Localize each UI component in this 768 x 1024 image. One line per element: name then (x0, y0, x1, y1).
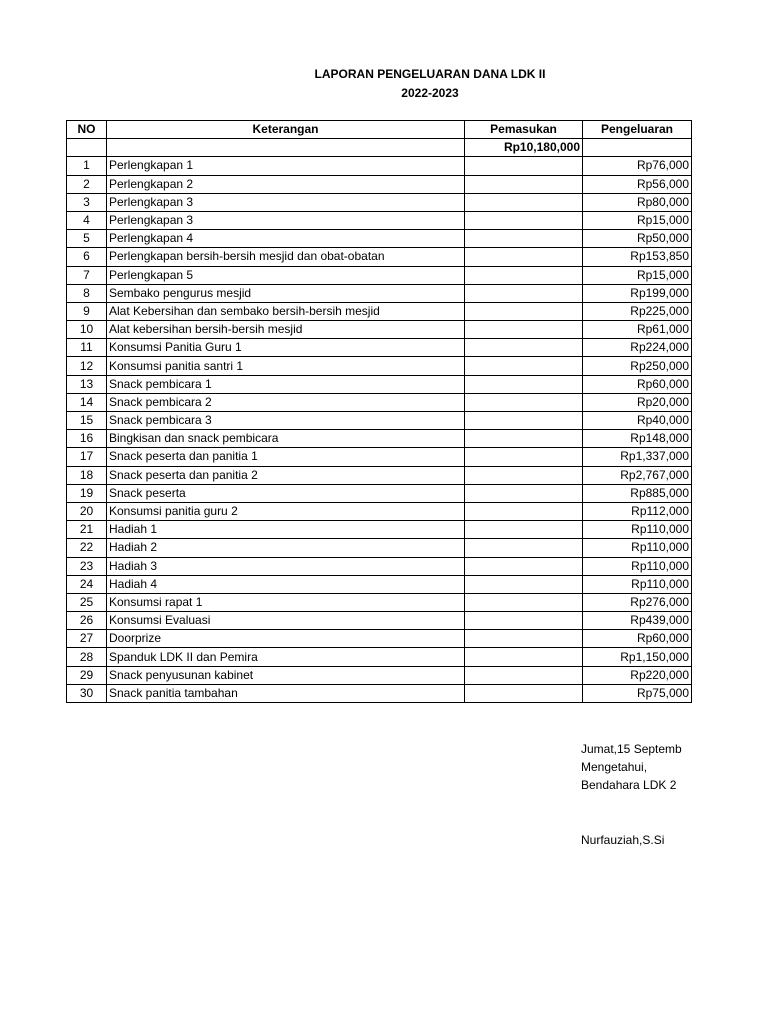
row-description: Konsumsi Panitia Guru 1 (107, 339, 465, 357)
table-row (67, 502, 692, 520)
row-no: 14 (67, 393, 107, 411)
row-description: Perlengkapan 1 (107, 157, 465, 175)
table-row (67, 612, 692, 630)
row-income (465, 230, 583, 248)
row-no: 6 (67, 248, 107, 266)
table-row (67, 521, 692, 539)
row-no: 20 (67, 502, 107, 520)
row-expense: Rp148,000 (583, 430, 692, 448)
table-row (67, 211, 692, 229)
table-header-row (67, 121, 692, 139)
row-income (465, 430, 583, 448)
income-row-description (107, 139, 465, 157)
row-income (465, 211, 583, 229)
row-expense: Rp60,000 (583, 375, 692, 393)
row-description: Snack pembicara 2 (107, 393, 465, 411)
row-description: Perlengkapan 3 (107, 193, 465, 211)
row-no: 27 (67, 630, 107, 648)
row-no: 26 (67, 612, 107, 630)
row-income (465, 193, 583, 211)
row-description: Snack pembicara 1 (107, 375, 465, 393)
table-row (67, 284, 692, 302)
row-description: Snack peserta dan panitia 1 (107, 448, 465, 466)
row-income (465, 593, 583, 611)
row-income (465, 502, 583, 520)
row-income (465, 557, 583, 575)
row-description: Snack peserta (107, 484, 465, 502)
income-row (67, 139, 692, 157)
row-expense: Rp220,000 (583, 666, 692, 684)
table-row (67, 630, 692, 648)
row-expense: Rp20,000 (583, 393, 692, 411)
row-description: Snack penyusunan kabinet (107, 666, 465, 684)
row-income (465, 539, 583, 557)
row-expense: Rp15,000 (583, 266, 692, 284)
row-description: Alat Kebersihan dan sembako bersih-bersih mesjid (107, 302, 465, 320)
row-description: Perlengkapan bersih-bersih mesjid dan obat-obatan (107, 248, 465, 266)
row-income (465, 248, 583, 266)
row-no: 9 (67, 302, 107, 320)
table-row (67, 430, 692, 448)
row-expense: Rp199,000 (583, 284, 692, 302)
row-expense: Rp76,000 (583, 157, 692, 175)
row-description: Snack pembicara 3 (107, 412, 465, 430)
row-expense: Rp153,850 (583, 248, 692, 266)
row-no: 2 (67, 175, 107, 193)
row-income (465, 630, 583, 648)
row-description: Konsumsi panitia santri 1 (107, 357, 465, 375)
row-no: 28 (67, 648, 107, 666)
table-row (67, 393, 692, 411)
row-no: 10 (67, 321, 107, 339)
row-expense: Rp439,000 (583, 612, 692, 630)
row-description: Perlengkapan 4 (107, 230, 465, 248)
table-row (67, 484, 692, 502)
row-income (465, 175, 583, 193)
table-row (67, 157, 692, 175)
income-row-expense (583, 139, 692, 157)
row-income (465, 357, 583, 375)
table-row (67, 648, 692, 666)
row-expense: Rp61,000 (583, 321, 692, 339)
header-income: Pemasukan (465, 121, 583, 139)
report-period: 2022-2023 (401, 86, 459, 100)
row-income (465, 157, 583, 175)
row-description: Hadiah 4 (107, 575, 465, 593)
table-row (67, 412, 692, 430)
row-expense: Rp1,337,000 (583, 448, 692, 466)
table-row (67, 266, 692, 284)
table-row (67, 557, 692, 575)
signature-date: Jumat,15 Septemb (581, 742, 682, 756)
report-title: LAPORAN PENGELUARAN DANA LDK II (314, 67, 546, 81)
table-row (67, 230, 692, 248)
row-no: 19 (67, 484, 107, 502)
table-row (67, 666, 692, 684)
row-expense: Rp110,000 (583, 575, 692, 593)
row-description: Snack panitia tambahan (107, 684, 465, 702)
row-expense: Rp250,000 (583, 357, 692, 375)
row-description: Perlengkapan 5 (107, 266, 465, 284)
signature-role: Bendahara LDK 2 (581, 778, 677, 792)
row-no: 1 (67, 157, 107, 175)
income-total: Rp10,180,000 (465, 139, 583, 157)
income-row-no (67, 139, 107, 157)
row-no: 15 (67, 412, 107, 430)
row-description: Alat kebersihan bersih-bersih mesjid (107, 321, 465, 339)
row-expense: Rp2,767,000 (583, 466, 692, 484)
row-description: Bingkisan dan snack pembicara (107, 430, 465, 448)
row-income (465, 612, 583, 630)
table-row (67, 321, 692, 339)
row-description: Doorprize (107, 630, 465, 648)
row-income (465, 375, 583, 393)
row-description: Hadiah 3 (107, 557, 465, 575)
table-row (67, 593, 692, 611)
row-no: 18 (67, 466, 107, 484)
table-row (67, 375, 692, 393)
row-no: 7 (67, 266, 107, 284)
signature-name: Nurfauziah,S.Si (581, 833, 665, 847)
row-no: 4 (67, 211, 107, 229)
row-no: 24 (67, 575, 107, 593)
row-no: 21 (67, 521, 107, 539)
row-income (465, 339, 583, 357)
row-no: 29 (67, 666, 107, 684)
table-row (67, 193, 692, 211)
row-expense: Rp15,000 (583, 211, 692, 229)
row-description: Hadiah 2 (107, 539, 465, 557)
table-row (67, 248, 692, 266)
row-description: Konsumsi rapat 1 (107, 593, 465, 611)
row-income (465, 666, 583, 684)
row-description: Sembako pengurus mesjid (107, 284, 465, 302)
row-income (465, 393, 583, 411)
row-expense: Rp75,000 (583, 684, 692, 702)
row-income (465, 321, 583, 339)
row-expense: Rp40,000 (583, 412, 692, 430)
row-description: Snack peserta dan panitia 2 (107, 466, 465, 484)
header-no: NO (67, 121, 107, 139)
row-income (465, 484, 583, 502)
row-income (465, 521, 583, 539)
header-description: Keterangan (107, 121, 465, 139)
row-no: 3 (67, 193, 107, 211)
row-no: 22 (67, 539, 107, 557)
row-expense: Rp56,000 (583, 175, 692, 193)
signature-acknowledged: Mengetahui, (581, 760, 648, 774)
table-row (67, 448, 692, 466)
row-expense: Rp276,000 (583, 593, 692, 611)
row-expense: Rp112,000 (583, 502, 692, 520)
table-body (67, 139, 692, 703)
row-no: 30 (67, 684, 107, 702)
row-description: Konsumsi panitia guru 2 (107, 502, 465, 520)
table-row (67, 339, 692, 357)
row-description: Hadiah 1 (107, 521, 465, 539)
row-description: Konsumsi Evaluasi (107, 612, 465, 630)
row-income (465, 412, 583, 430)
row-income (465, 302, 583, 320)
row-income (465, 284, 583, 302)
row-income (465, 266, 583, 284)
row-income (465, 648, 583, 666)
row-expense: Rp80,000 (583, 193, 692, 211)
row-no: 16 (67, 430, 107, 448)
row-expense: Rp225,000 (583, 302, 692, 320)
row-income (465, 684, 583, 702)
row-income (465, 448, 583, 466)
row-no: 11 (67, 339, 107, 357)
row-description: Perlengkapan 2 (107, 175, 465, 193)
row-description: Perlengkapan 3 (107, 211, 465, 229)
row-expense: Rp224,000 (583, 339, 692, 357)
expense-table (66, 120, 692, 703)
row-expense: Rp60,000 (583, 630, 692, 648)
row-no: 23 (67, 557, 107, 575)
row-no: 12 (67, 357, 107, 375)
row-description: Spanduk LDK II dan Pemira (107, 648, 465, 666)
table-row (67, 575, 692, 593)
row-no: 25 (67, 593, 107, 611)
table-row (67, 539, 692, 557)
row-expense: Rp1,150,000 (583, 648, 692, 666)
row-no: 17 (67, 448, 107, 466)
table-row (67, 357, 692, 375)
row-no: 8 (67, 284, 107, 302)
header-expense: Pengeluaran (583, 121, 692, 139)
row-expense: Rp885,000 (583, 484, 692, 502)
row-income (465, 466, 583, 484)
row-expense: Rp110,000 (583, 521, 692, 539)
row-expense: Rp110,000 (583, 539, 692, 557)
row-no: 5 (67, 230, 107, 248)
row-expense: Rp50,000 (583, 230, 692, 248)
row-income (465, 575, 583, 593)
row-no: 13 (67, 375, 107, 393)
table-row (67, 175, 692, 193)
row-expense: Rp110,000 (583, 557, 692, 575)
table-row (67, 302, 692, 320)
table-row (67, 466, 692, 484)
table-row (67, 684, 692, 702)
